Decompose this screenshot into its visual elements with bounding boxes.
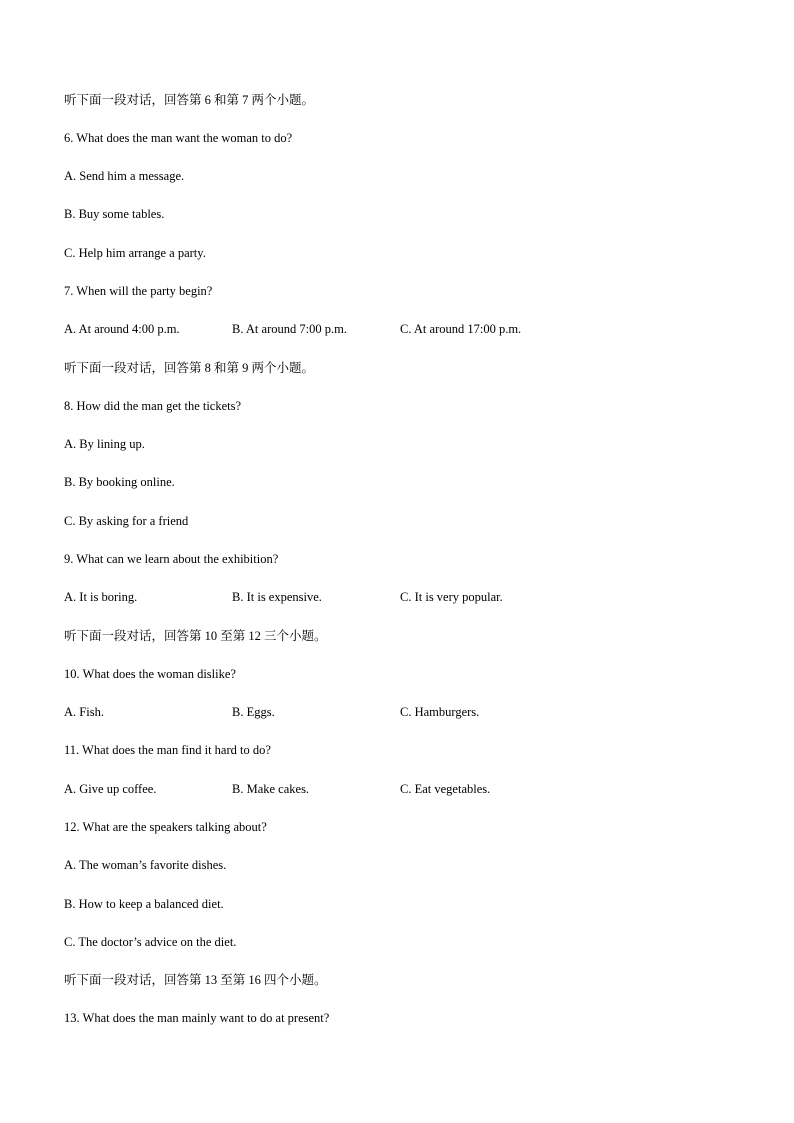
option-10a: A. Fish. — [64, 705, 104, 719]
option-11b: B. Make cakes. — [232, 782, 310, 796]
option-6c: C. Help him arrange a party. — [64, 246, 206, 260]
option-11a: A. Give up coffee. — [64, 782, 157, 796]
question-6: 6. What does the man want the woman to do? — [64, 131, 293, 145]
question-8: 8. How did the man get the tickets? — [64, 399, 242, 413]
option-6a: A. Send him a message. — [64, 169, 185, 183]
option-10b: B. Eggs. — [232, 705, 275, 719]
option-8c: C. By asking for a friend — [64, 514, 189, 528]
option-9c: C. It is very popular. — [400, 590, 503, 604]
section-instruction: 听下面一段对话，回答第 6 和第 7 两个小题。 — [64, 93, 315, 107]
option-10c: C. Hamburgers. — [400, 705, 480, 719]
option-9a: A. It is boring. — [64, 590, 138, 604]
option-11c: C. Eat vegetables. — [400, 782, 491, 796]
option-8b: B. By booking online. — [64, 475, 175, 489]
option-6b: B. Buy some tables. — [64, 207, 165, 221]
option-8a: A. By lining up. — [64, 437, 145, 451]
option-7b: B. At around 7:00 p.m. — [232, 322, 347, 336]
question-7: 7. When will the party begin? — [64, 284, 213, 298]
option-12c: C. The doctor’s advice on the diet. — [64, 935, 237, 949]
question-12: 12. What are the speakers talking about? — [64, 820, 267, 834]
section-instruction: 听下面一段对话，回答第 10 至第 12 三个小题。 — [64, 629, 327, 643]
option-12b: B. How to keep a balanced diet. — [64, 897, 224, 911]
section-instruction: 听下面一段对话，回答第 8 和第 9 两个小题。 — [64, 361, 315, 375]
section-instruction: 听下面一段对话，回答第 13 至第 16 四个小题。 — [64, 973, 327, 987]
option-7c: C. At around 17:00 p.m. — [400, 322, 522, 336]
question-13: 13. What does the man mainly want to do at present? — [64, 1011, 330, 1025]
question-11: 11. What does the man find it hard to do? — [64, 743, 271, 757]
option-12a: A. The woman’s favorite dishes. — [64, 858, 227, 872]
question-10: 10. What does the woman dislike? — [64, 667, 236, 681]
option-9b: B. It is expensive. — [232, 590, 322, 604]
question-9: 9. What can we learn about the exhibition? — [64, 552, 279, 566]
option-7a: A. At around 4:00 p.m. — [64, 322, 180, 336]
